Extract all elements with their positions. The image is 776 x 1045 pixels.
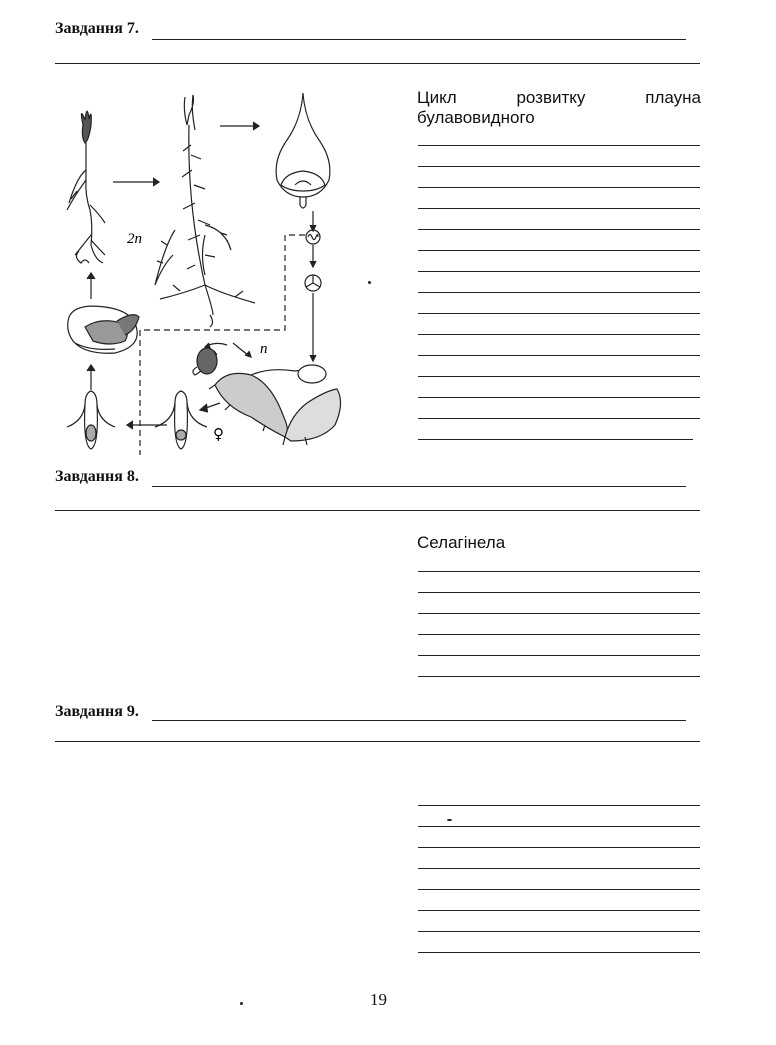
haploid-label: n xyxy=(260,341,268,357)
answer-line[interactable] xyxy=(418,551,700,572)
answer-line[interactable] xyxy=(418,848,700,869)
arrow-up-2 xyxy=(87,365,95,390)
task-9-answer-line-2[interactable] xyxy=(55,741,700,742)
answer-line[interactable] xyxy=(418,293,700,314)
answer-line[interactable] xyxy=(418,146,700,167)
club-moss-life-cycle-figure xyxy=(55,85,355,460)
page-number: 19 xyxy=(370,990,387,1009)
answer-line[interactable] xyxy=(418,125,700,146)
answer-line[interactable] xyxy=(418,230,700,251)
answer-line[interactable] xyxy=(418,188,700,209)
answer-line[interactable] xyxy=(418,827,700,848)
scan-speck xyxy=(240,1002,243,1005)
answer-line[interactable] xyxy=(418,419,693,440)
answer-line[interactable] xyxy=(418,335,700,356)
diploid-label: 2n xyxy=(127,231,142,247)
answer-line[interactable] xyxy=(418,656,700,677)
task-7-answer-lines[interactable] xyxy=(418,125,700,440)
answer-line[interactable] xyxy=(418,614,700,635)
task-9-title-line[interactable] xyxy=(152,720,686,721)
task-8-title: Завдання 8. xyxy=(55,468,139,485)
gametophyte-drawing xyxy=(209,365,341,445)
task-7-caption-word-3: плауна xyxy=(645,88,701,107)
answer-line[interactable] xyxy=(418,314,700,335)
embryo-on-gametophyte-drawing xyxy=(68,306,139,353)
task-7-title: Завдання 7. xyxy=(55,20,139,37)
spore-tetrad-drawing xyxy=(305,211,321,361)
answer-line[interactable] xyxy=(418,572,700,593)
scan-speck xyxy=(368,281,371,284)
task-7-caption-word-1: Цикл xyxy=(417,88,457,107)
answer-line[interactable] xyxy=(418,785,700,806)
answer-line[interactable] xyxy=(418,377,700,398)
sporophyll-drawing xyxy=(276,93,330,208)
answer-line[interactable] xyxy=(418,593,700,614)
arrow-right-1 xyxy=(113,178,159,186)
answer-line[interactable] xyxy=(418,167,700,188)
task-9-answer-lines[interactable] xyxy=(418,785,700,953)
female-symbol: ♀ xyxy=(213,425,224,443)
arrow-left-2 xyxy=(200,403,220,412)
arrow-up-1 xyxy=(87,273,95,299)
young-sporophyte-drawing xyxy=(67,111,105,263)
archegonium-with-zygote-drawing xyxy=(67,391,115,449)
answer-line[interactable] xyxy=(418,932,700,953)
adult-sporophyte-drawing xyxy=(155,95,255,327)
answer-line[interactable] xyxy=(418,251,700,272)
task-9-title: Завдання 9. xyxy=(55,703,139,720)
task-8-answer-lines[interactable] xyxy=(418,551,700,677)
archegonium-drawing xyxy=(155,391,207,449)
task-7-caption-line-2: булавовидного xyxy=(417,108,535,127)
scan-speck xyxy=(447,819,452,821)
arrow-right-2 xyxy=(220,122,259,130)
sperm-cycle-drawing xyxy=(193,343,251,375)
answer-line[interactable] xyxy=(418,806,700,827)
task-7-answer-line-2[interactable] xyxy=(55,63,700,64)
answer-line[interactable] xyxy=(418,869,700,890)
task-7-caption xyxy=(417,88,701,128)
task-7-caption-word-2: розвитку xyxy=(516,88,586,107)
answer-line[interactable] xyxy=(418,890,700,911)
answer-line[interactable] xyxy=(418,911,700,932)
answer-line[interactable] xyxy=(418,398,700,419)
task-8-title-line[interactable] xyxy=(152,486,686,487)
answer-line[interactable] xyxy=(418,635,700,656)
answer-line[interactable] xyxy=(418,272,700,293)
task-8-caption: Селагінела xyxy=(417,533,506,552)
answer-line[interactable] xyxy=(418,356,700,377)
task-8-answer-line-2[interactable] xyxy=(55,510,700,511)
task-7-title-line[interactable] xyxy=(152,39,686,40)
answer-line[interactable] xyxy=(418,209,700,230)
